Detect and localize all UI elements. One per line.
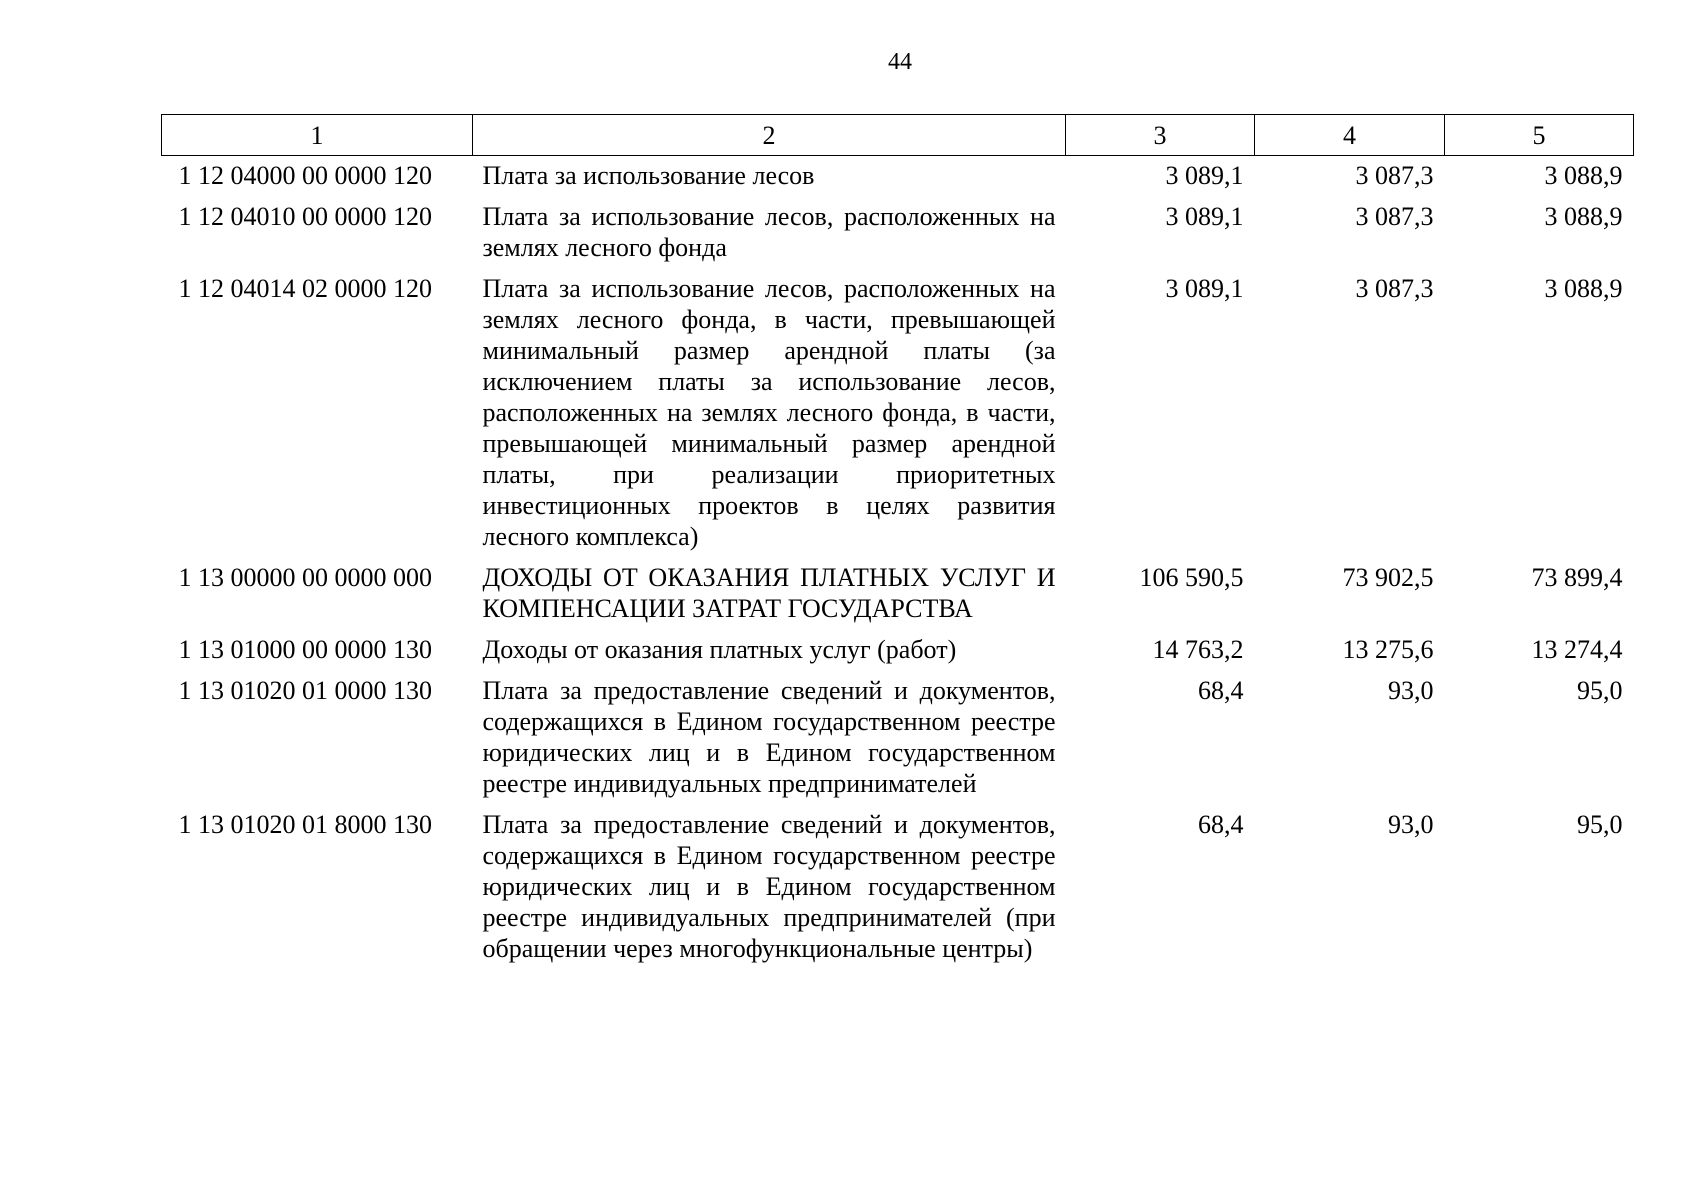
revenue-name: Плата за использование лесов, расположенных на землях лесного фонда xyxy=(482,202,1056,262)
table-row xyxy=(162,156,1634,198)
value-col-3: 14 763,2 xyxy=(1152,635,1244,664)
budget-code: 1 13 00000 00 0000 000 xyxy=(178,563,432,592)
page-number: 44 xyxy=(888,49,912,75)
budget-code: 1 13 01020 01 8000 130 xyxy=(178,810,432,839)
budget-code: 1 12 04000 00 0000 120 xyxy=(178,161,432,190)
table-row xyxy=(162,269,1634,558)
value-col-3: 3 089,1 xyxy=(1165,202,1244,231)
table-row xyxy=(162,671,1634,805)
value-col-4: 3 087,3 xyxy=(1355,274,1434,303)
value-col-5: 95,0 xyxy=(1577,676,1623,705)
revenue-name: Плата за использование лесов xyxy=(482,161,815,190)
value-col-4: 73 902,5 xyxy=(1342,563,1434,592)
value-col-5: 95,0 xyxy=(1577,810,1623,839)
column-header-4: 4 xyxy=(1255,115,1445,156)
revenue-table xyxy=(161,114,1634,970)
revenue-name: ДОХОДЫ ОТ ОКАЗАНИЯ ПЛАТНЫХ УСЛУГ И КОМПЕНСАЦИИ ЗАТРАТ ГОСУДАРСТВА xyxy=(482,563,1056,623)
value-col-3: 68,4 xyxy=(1198,676,1244,705)
revenue-name: Доходы от оказания платных услуг (работ) xyxy=(482,635,957,664)
table-row xyxy=(162,197,1634,269)
value-col-3: 68,4 xyxy=(1198,810,1244,839)
column-header-5: 5 xyxy=(1445,115,1634,156)
value-col-3: 3 089,1 xyxy=(1165,274,1244,303)
column-header-1: 1 xyxy=(162,115,473,156)
budget-code: 1 12 04014 02 0000 120 xyxy=(178,274,432,303)
value-col-5: 3 088,9 xyxy=(1544,202,1623,231)
budget-code: 1 13 01000 00 0000 130 xyxy=(178,635,432,664)
value-col-4: 93,0 xyxy=(1388,810,1434,839)
revenue-name: Плата за использование лесов, расположенных на землях лесного фонда, в части, превышающей минимальный размер арендной платы (за исключением платы за использование лесов, расположенных на землях лесного фонда, в части, превышающей минимальный размер арендной платы, при реализации приоритетных инвестиционных проектов в целях развития лесного комплекса) xyxy=(482,274,1056,551)
value-col-4: 3 087,3 xyxy=(1355,202,1434,231)
value-col-3: 106 590,5 xyxy=(1139,563,1244,592)
column-header-2: 2 xyxy=(473,115,1066,156)
table-row xyxy=(162,630,1634,671)
column-header-3: 3 xyxy=(1066,115,1255,156)
value-col-3: 3 089,1 xyxy=(1165,161,1244,190)
budget-code: 1 12 04010 00 0000 120 xyxy=(178,202,432,231)
budget-code: 1 13 01020 01 0000 130 xyxy=(178,676,432,705)
table-row xyxy=(162,805,1634,970)
table-header-row xyxy=(162,115,1634,156)
value-col-4: 93,0 xyxy=(1388,676,1434,705)
revenue-name: Плата за предоставление сведений и документов, содержащихся в Едином государственном реестре юридических лиц и в Едином государственном реестре индивидуальных предпринимателей (при обращении через многофункциональные центры) xyxy=(482,810,1056,963)
value-col-5: 3 088,9 xyxy=(1544,161,1623,190)
value-col-4: 3 087,3 xyxy=(1355,161,1434,190)
value-col-5: 13 274,4 xyxy=(1531,635,1623,664)
value-col-5: 73 899,4 xyxy=(1531,563,1623,592)
value-col-5: 3 088,9 xyxy=(1544,274,1623,303)
revenue-name: Плата за предоставление сведений и документов, содержащихся в Едином государственном реестре юридических лиц и в Едином государственном реестре индивидуальных предпринимателей xyxy=(482,676,1056,798)
value-col-4: 13 275,6 xyxy=(1342,635,1434,664)
table-row xyxy=(162,558,1634,630)
